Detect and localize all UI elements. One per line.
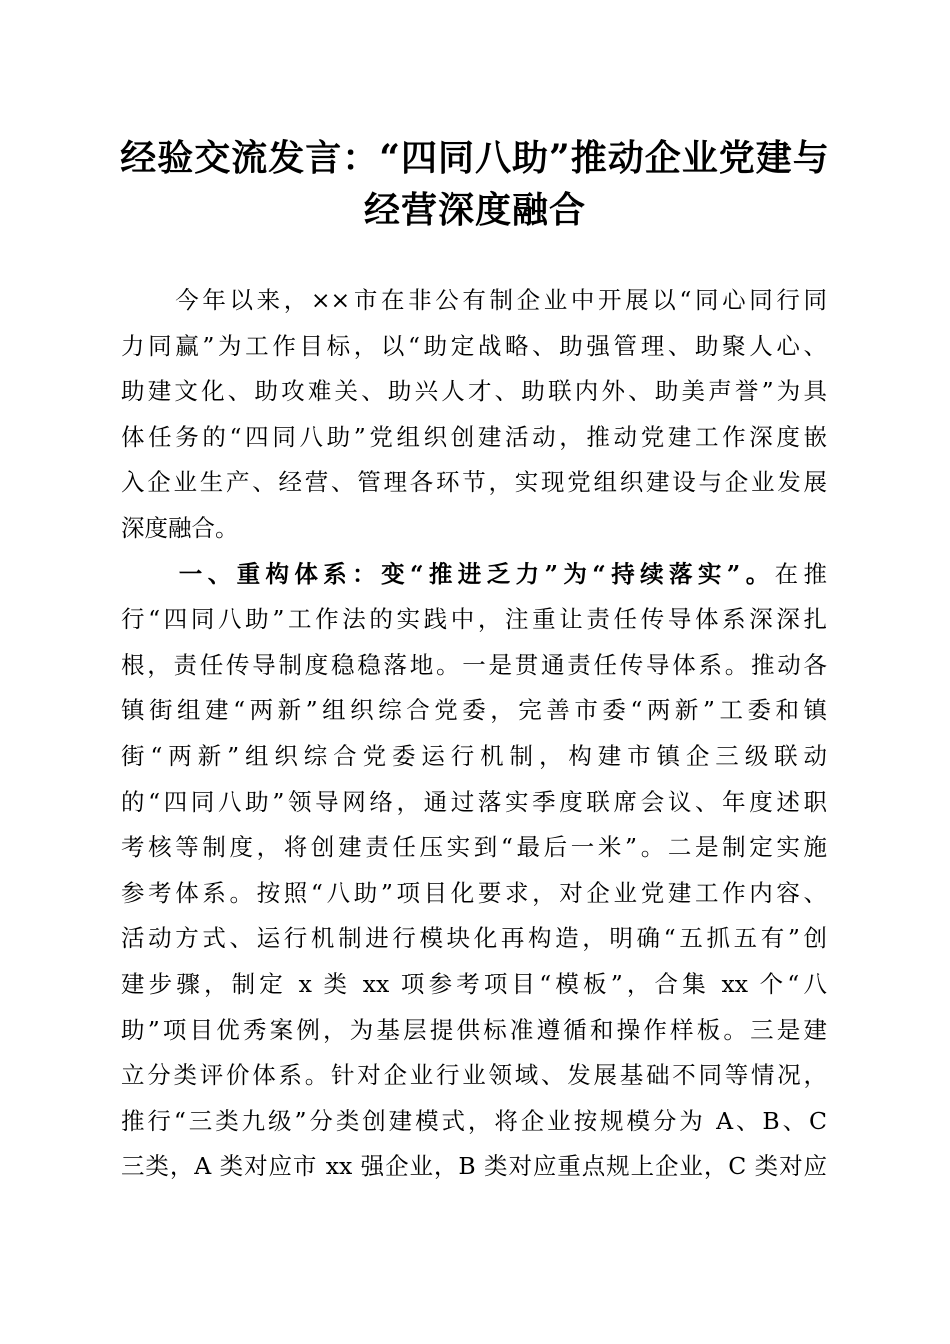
text-line: 三类，A 类对应市 xx 强企业，B 类对应重点规上企业，C 类对应 [121, 1152, 827, 1181]
document-title [110, 132, 840, 236]
text-line: 助”项目优秀案例，为基层提供标准遵循和操作样板。三是建 [121, 1015, 827, 1044]
text-line: 的“四同八助”领导网络，通过落实季度联席会议、年度述职 [121, 787, 827, 816]
title-line-2: 经营深度融合 [363, 189, 586, 231]
intro-paragraph [121, 278, 827, 552]
text-line: 根，责任传导制度稳稳落地。一是贯通责任传导体系。推动各 [121, 650, 827, 679]
text-line: 推行“三类九级”分类创建模式，将企业按规模分为 A、B、C [121, 1106, 827, 1135]
text-line: 力同赢”为工作目标，以“助定战略、助强管理、助聚人心、 [121, 331, 827, 360]
document-body [121, 278, 827, 1190]
section-1-heading-tail: 在推 [774, 559, 827, 588]
section-1-first-line [121, 552, 827, 598]
text-line: 深度融合。 [121, 513, 239, 542]
text-line: 镇街组建“两新”组织综合党委，完善市委“两新”工委和镇 [121, 696, 827, 725]
text-line: 行“四同八助”工作法的实践中，注重让责任传导体系深深扎 [121, 605, 827, 634]
section-1-heading: 一、重构体系：变“推进乏力”为“持续落实”。 [121, 559, 775, 588]
text-line: 考核等制度，将创建责任压实到“最后一米”。二是制定实施 [121, 833, 827, 862]
text-line: 助建文化、助攻难关、助兴人才、助联内外、助美声誉”为具 [121, 377, 827, 406]
text-line: 建步骤，制定 x 类 xx 项参考项目“模板”，合集 xx 个“八 [121, 969, 827, 998]
text-line: 立分类评价体系。针对企业行业领域、发展基础不同等情况， [121, 1061, 827, 1090]
text-line: 参考体系。按照“八助”项目化要求，对企业党建工作内容、 [121, 878, 827, 907]
text-line: 街“两新”组织综合党委运行机制，构建市镇企三级联动 [121, 741, 827, 770]
text-line: 体任务的“四同八助”党组织创建活动，推动党建工作深度嵌 [121, 422, 827, 451]
section-1-paragraph [121, 552, 827, 1190]
text-line: 入企业生产、经营、管理各环节，实现党组织建设与企业发展 [121, 468, 827, 497]
title-line-1: 经验交流发言：“四同八助”推动企业党建与 [120, 137, 830, 179]
text-line: 活动方式、运行机制进行模块化再构造，明确“五抓五有”创 [121, 924, 827, 953]
text-line: 今年以来，××市在非公有制企业中开展以“同心同行同 [121, 286, 827, 314]
